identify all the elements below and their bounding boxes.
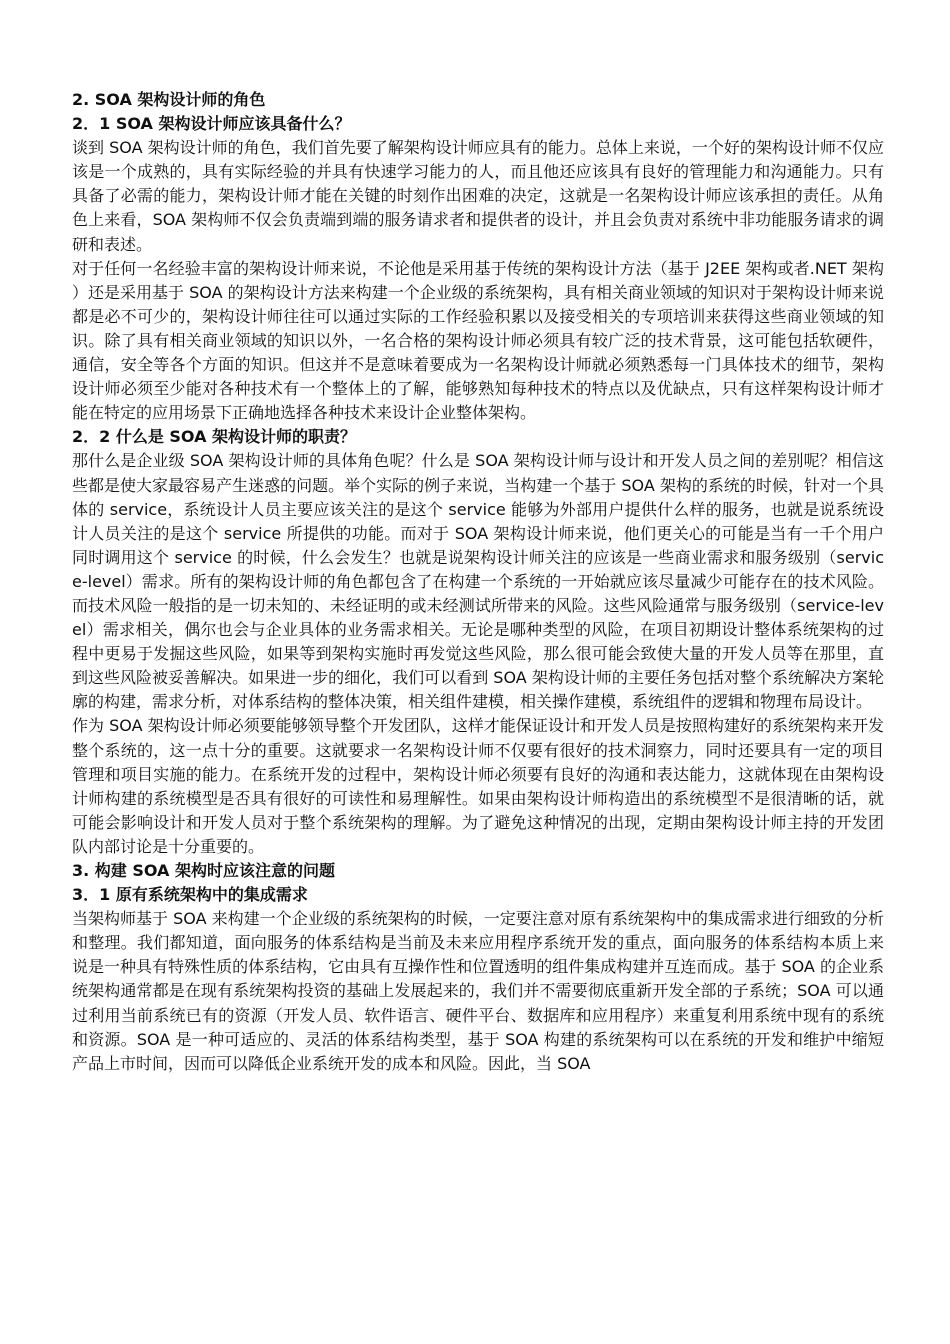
paragraph: 作为 SOA 架构设计师必须要能够领导整个开发团队，这样才能保证设计和开发人员是按照构建好的系统架构来开发整个系统的，这一点十分的重要。这就要求一名架构设计师不仅要有很好的技术洞察力，同时还要具有一定的项目管理和项目实施的能力。在系统开发的过程中，架构设计师必须要有良好的沟通和表达能力，这就体现在由架构设计师构建的系统模型是否具有很好的可读性和易理解性。如果由架构设计师构造出的系统模型不是很清晰的话，就可能会影响设计和开发人员对于整个系统架构的理解。为了避免这种情况的出现，定期由架构设计师主持的开发团队内部讨论是十分重要的。: [72, 716, 884, 856]
heading-3-1: 3．1 原有系统架构中的集成需求: [72, 885, 308, 905]
heading-2: 2. SOA 架构设计师的角色: [72, 90, 266, 109]
document-page: [72, 88, 884, 1076]
heading-2-1: 2．1 SOA 架构设计师应该具备什么？: [72, 114, 351, 134]
paragraph: 当架构师基于 SOA 来构建一个企业级的系统架构的时候，一定要注意对原有系统架构中的集成需求进行细致的分析和整理。我们都知道，面向服务的体系结构是当前及未来应用程序系统开发的重点，面向服务的体系结构本质上来说是一种具有特殊性质的体系结构，它由具有互操作性和位置透明的组件集成构建并互连而成。基于 SOA 的企业系统架构通常都是在现有系统架构投资的基础上发展起来的，我们并不需要彻底重新开发全部的子系统；SOA 可以通过利用当前系统已有的资源（开发人员、软件语言、硬件平台、数据库和应用程序）来重复利用系统中现有的系统和资源。SOA 是一种可适应的、灵活的体系结构类型，基于 SOA 构建的系统架构可以在系统的开发和维护中缩短产品上市时间，因而可以降低企业系统开发的成本和风险。因此，当 SOA: [72, 909, 884, 1073]
paragraph: 对于任何一名经验丰富的架构设计师来说，不论他是采用基于传统的架构设计方法（基于 J2EE 架构或者.NET 架构）还是采用基于 SOA 的架构设计方法来构建一个企业级的系统架构，具有相关商业领域的知识对于架构设计师来说都是必不可少的，架构设计师往往可以通过实际的工作经验积累以及接受相关的专项培训来获得这些商业领域的知识。除了具有相关商业领域的知识以外，一名合格的架构设计师必须具有较广泛的技术背景，这可能包括软硬件，通信，安全等各个方面的知识。但这并不是意味着要成为一名架构设计师就必须熟悉每一门具体技术的细节，架构设计师必须至少能对各种技术有一个整体上的了解，能够熟知每种技术的特点以及优缺点，只有这样架构设计师才能在特定的应用场景下正确地选择各种技术来设计企业整体架构。: [72, 258, 884, 423]
paragraph: 谈到 SOA 架构设计师的角色，我们首先要了解架构设计师应具有的能力。总体上来说，一个好的架构设计师不仅应该是一个成熟的，具有实际经验的并具有快速学习能力的人，而且他还应该具有良好的管理能力和沟通能力。只有具备了必需的能力，架构设计师才能在关键的时刻作出困难的决定，这就是一名架构设计师应该承担的责任。从角色上来看，SOA 架构师不仅会负责端到端的服务请求者和提供者的设计，并且会负责对系统中非功能服务请求的调研和表述。: [72, 138, 884, 254]
heading-3: 3. 构建 SOA 架构时应该注意的问题: [72, 861, 336, 880]
paragraph: 那什么是企业级 SOA 架构设计师的具体角色呢？什么是 SOA 架构设计师与设计和开发人员之间的差别呢？相信这些都是使大家最容易产生迷惑的问题。举个实际的例子来说，当构建一个基于 SOA 架构的系统的时候，针对一个具体的 service，系统设计人员主要应该关注的是这个 service 能够为外部用户提供什么样的服务，也就是说系统设计人员关注的是这个 service 所提供的功能。而对于 SOA 架构设计师来说，他们更关心的可能是当有一千个用户同时调用这个 service 的时候，什么会发生？也就是说架构设计师关注的应该是一些商业需求和服务级别（service-level）需求。所有的架构设计师的角色都包含了在构建一个系统的一开始就应该尽量减少可能存在的技术风险。而技术风险一般指的是一切未知的、未经证明的或未经测试所带来的风险。这些风险通常与服务级别（service-level）需求相关，偶尔也会与企业具体的业务需求相关。无论是哪种类型的风险，在项目初期设计整体系统架构的过程中更易于发掘这些风险，如果等到架构实施时再发觉这些风险，那么很可能会致使大量的开发人员等在那里，直到这些风险被妥善解决。如果进一步的细化，我们可以看到 SOA 架构设计师的主要任务包括对整个系统解决方案轮廓的构建，需求分析，对体系结构的整体决策，相关组件建模，相关操作建模，系统组件的逻辑和物理布局设计。: [72, 451, 884, 712]
heading-2-2: 2．2 什么是 SOA 架构设计师的职责？: [72, 427, 357, 447]
